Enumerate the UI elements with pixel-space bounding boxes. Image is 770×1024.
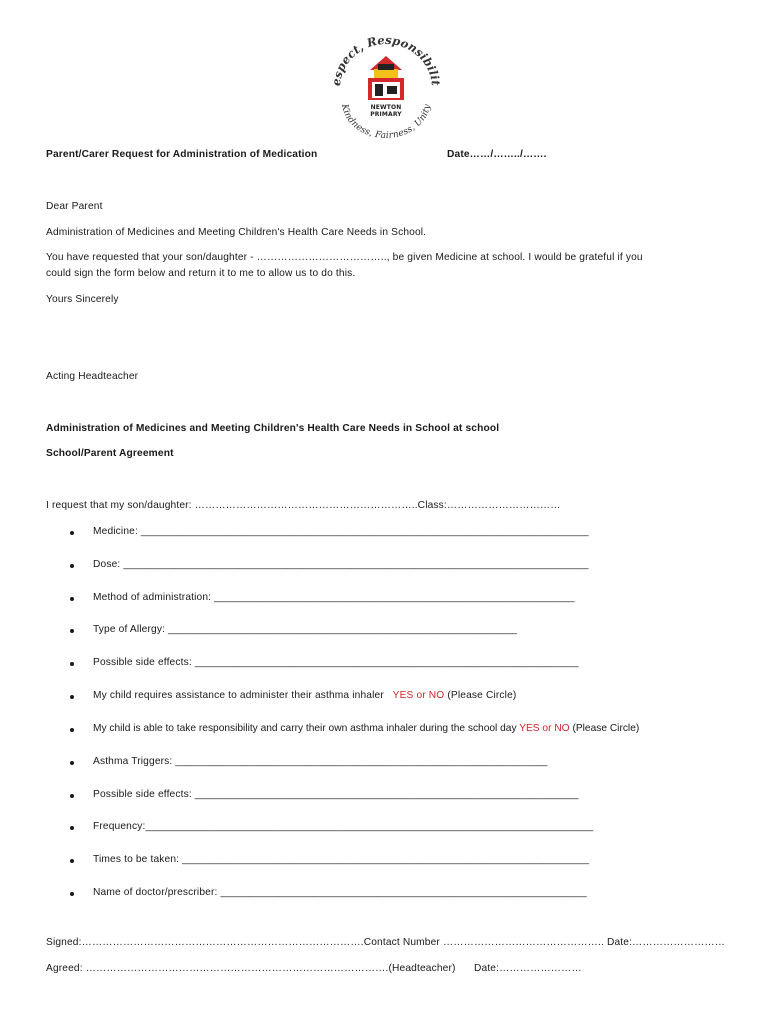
bullet-icon [70,597,74,601]
please-circle-note: (Please Circle) [447,690,517,701]
item-inhaler-assistance-line [93,690,516,701]
letter-subject: Administration of Medicines and Meeting Children's Health Care Needs in School. [46,227,427,238]
bullet-icon [70,629,74,633]
item-side-effects-text: Possible side effects: __________________________________________________________________ [93,657,579,668]
item-method-text: Method of administration: ______________________________________________________________ [93,592,575,603]
bullet-icon [70,859,74,863]
bullet-icon [70,826,74,830]
bullet-icon [70,728,74,732]
agreed-date-field[interactable]: Date:…………………… [474,963,582,974]
letter-salutation: Dear Parent [46,201,103,212]
signed-line[interactable]: Signed:……………………………………………………………………….Contact Number ……………………………………….. Date:……………………… [46,937,726,948]
header-date-field[interactable]: Date……/……../……. [447,149,547,160]
bullet-icon [70,695,74,699]
bullet-icon [70,531,74,535]
item-dose-text: Dose: ________________________________________________________________________________ [93,559,589,570]
logo-motto-top: espect, Responsibilit [328,36,443,87]
item-inhaler-responsibility-text: My child is able to take responsibility and carry their own asthma inhaler during the school day [93,723,517,734]
letter-body-line-1: You have requested that your son/daughter - ……………………………….., be given Medicine at school. I would be grateful if you [46,252,643,263]
logo-motto-bottom: Kindness, Fairness, Unity [338,103,433,140]
agreement-subheading: School/Parent Agreement [46,448,174,459]
item-allergy-text: Type of Allergy: ____________________________________________________________ [93,624,517,635]
bullet-icon [70,794,74,798]
item-frequency-text: Frequency:_____________________________________________________________________________ [93,821,594,832]
bullet-icon [70,892,74,896]
item-medicine-text: Medicine: _____________________________________________________________________________ [93,526,589,537]
bullet-icon [70,662,74,666]
agreement-heading: Administration of Medicines and Meeting Children's Health Care Needs in School at school [46,423,500,434]
please-circle-note: (Please Circle) [572,723,640,734]
letter-closing: Yours Sincerely [46,294,119,305]
yes-no-choice[interactable]: YES or NO [392,690,445,701]
logo-school-name-2: PRIMARY [370,111,402,118]
bullet-icon [70,761,74,765]
form-title: Parent/Carer Request for Administration of Medication [46,149,318,160]
item-inhaler-assistance-text: My child requires assistance to administer their asthma inhaler [93,690,384,701]
letter-signatory: Acting Headteacher [46,371,139,382]
agreed-line[interactable]: Agreed: …………………………………………………………………………….(Headteacher) [46,963,456,974]
item-inhaler-responsibility-line [93,723,639,734]
logo-school-name-1: NEWTON [370,104,402,111]
bullet-icon [70,564,74,568]
school-logo [326,36,446,140]
item-side-effects-2-text: Possible side effects: __________________________________________________________________ [93,789,579,800]
item-times-text: Times to be taken: ______________________________________________________________________ [93,854,590,865]
request-line[interactable]: I request that my son/daughter: ………………………………………………………..Class:…………………………… [46,500,561,511]
yes-no-choice[interactable]: YES or NO [519,723,570,734]
item-doctor-text: Name of doctor/prescriber: _______________________________________________________________ [93,887,587,898]
school-crest-icon [326,36,446,140]
item-asthma-triggers-text: Asthma Triggers: ________________________________________________________________ [93,756,548,767]
letter-body-line-2: could sign the form below and return it to me to allow us to do this. [46,268,356,279]
